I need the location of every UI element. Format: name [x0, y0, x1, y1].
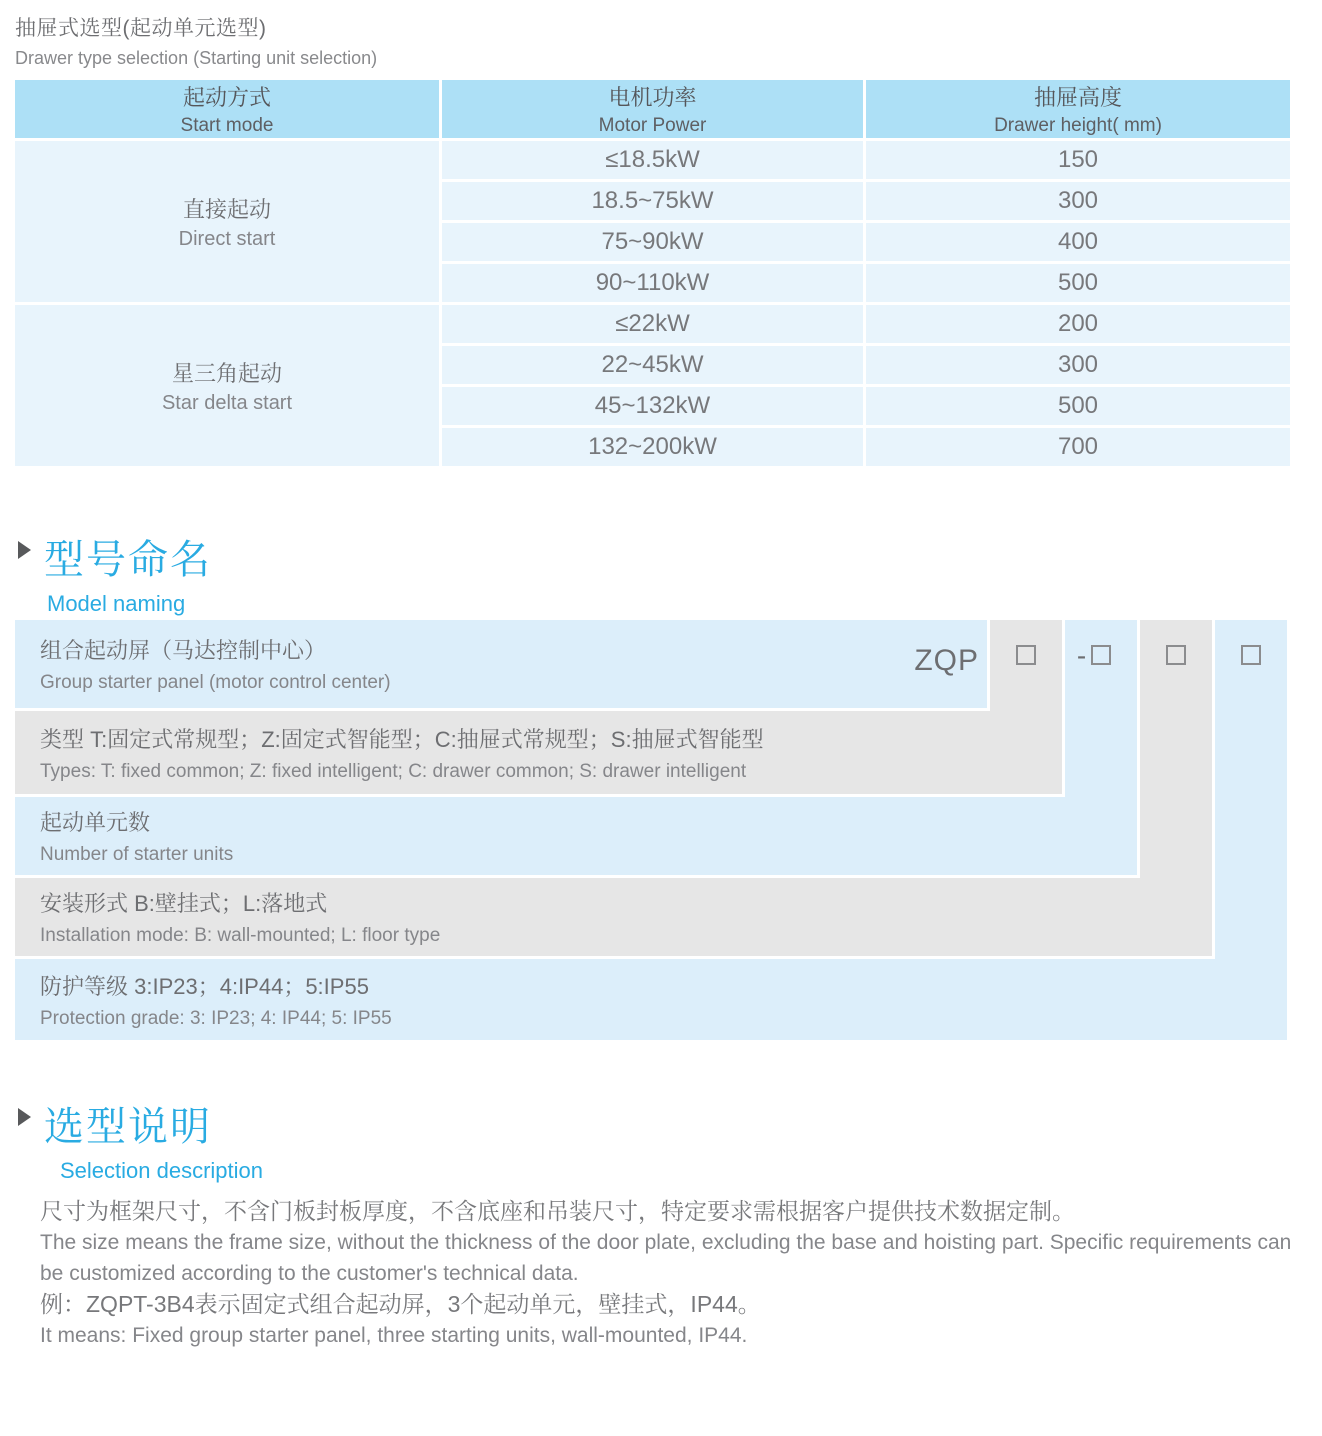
code-box-icon: [1241, 645, 1261, 665]
table-cell-height: 500: [866, 264, 1290, 302]
table-cell-height: 200: [866, 305, 1290, 343]
header-drawer-height-zh: 抽屉高度: [1033, 85, 1122, 110]
drawer-selection-title-zh: 抽屉式选型(起动单元选型): [15, 17, 267, 40]
table-cell-power: 45~132kW: [442, 387, 863, 425]
direct-start-en: Direct start: [178, 227, 276, 250]
table-cell-height: 300: [866, 182, 1290, 220]
table-cell-power: 90~110kW: [442, 264, 863, 302]
table-cell-height: 300: [866, 346, 1290, 384]
naming-row1-zh: 组合起动屏（马达控制中心）: [40, 638, 327, 663]
code-column-type: [990, 620, 1062, 711]
code-column-installation: [1140, 620, 1212, 878]
selection-description-heading-zh: 选型说明: [44, 1105, 212, 1149]
code-column-units: [1065, 620, 1137, 797]
table-cell-height: 400: [866, 223, 1290, 261]
description-line-en: The size means the frame size, without the thickness of the door plate, excluding the base and hoisting part. Specific requirements can be customized according to the customer's technical data.: [40, 1231, 1292, 1285]
star-delta-zh: 星三角起动: [171, 360, 282, 386]
naming-row-types: [15, 711, 1062, 794]
table-header-motor-power: [442, 80, 863, 138]
description-line-zh: 尺寸为框架尺寸，不含门板封板厚度，不含底座和吊装尺寸，特定要求需根据客户提供技术数据定制。: [40, 1198, 1075, 1224]
code-box-icon: [1016, 645, 1036, 665]
model-naming-heading-zh: 型号命名: [44, 538, 212, 582]
table-cell-height: 700: [866, 428, 1290, 466]
naming-row4-en: Installation mode: B: wall-mounted; L: floor type: [40, 925, 441, 946]
section-marker-icon: [18, 1108, 31, 1126]
header-start-mode-zh: 起动方式: [182, 85, 271, 110]
drawer-selection-title: [15, 12, 377, 69]
naming-row4-zh: 安装形式 B:壁挂式；L:落地式: [40, 891, 328, 916]
naming-row-protection-grade: [15, 959, 1287, 1040]
drawer-selection-table: [15, 80, 1290, 466]
selection-description-heading: [18, 1095, 263, 1184]
table-cell-power: 18.5~75kW: [442, 182, 863, 220]
naming-row5-zh: 防护等级 3:IP23；4:IP44；5:IP55: [40, 973, 369, 999]
table-header-drawer-height: [866, 80, 1290, 138]
star-delta-en: Star delta start: [161, 391, 293, 414]
description-example-zh: 例：ZQPT-3B4表示固定式组合起动屏，3个起动单元，壁挂式，IP44。: [40, 1291, 761, 1317]
model-code-prefix: ZQP: [914, 644, 979, 677]
model-naming-heading: [18, 528, 212, 617]
selection-description-body: [40, 1196, 1302, 1351]
code-separator-dash: -: [1076, 640, 1087, 671]
group-cell-direct-start: [15, 141, 439, 302]
group-cell-star-delta-start: [15, 305, 439, 466]
naming-row2-en: Types: T: fixed common; Z: fixed intelligent; C: drawer common; S: drawer intelligent: [40, 760, 747, 782]
naming-row2-zh: 类型 T:固定式常规型；Z:固定式智能型；C:抽屉式常规型；S:抽屉式智能型: [40, 726, 764, 752]
header-start-mode-en: Start mode: [180, 115, 274, 136]
description-example-en: It means: Fixed group starter panel, three starting units, wall-mounted, IP44.: [40, 1324, 748, 1347]
table-header-start-mode: [15, 80, 439, 138]
naming-row5-en: Protection grade: 3: IP23; 4: IP44; 5: IP55: [40, 1007, 392, 1029]
table-cell-height: 150: [866, 141, 1290, 179]
model-naming-heading-en: Model naming: [47, 591, 186, 616]
table-cell-power: 132~200kW: [442, 428, 863, 466]
header-motor-power-en: Motor Power: [598, 115, 707, 136]
table-cell-power: ≤18.5kW: [442, 141, 863, 179]
naming-row3-en: Number of starter units: [40, 844, 234, 865]
table-cell-power: 75~90kW: [442, 223, 863, 261]
selection-description-heading-en: Selection description: [60, 1158, 264, 1183]
table-cell-power: 22~45kW: [442, 346, 863, 384]
direct-start-zh: 直接起动: [182, 196, 271, 222]
header-motor-power-zh: 电机功率: [608, 85, 697, 110]
drawer-selection-title-en: Drawer type selection (Starting unit selection): [15, 48, 378, 68]
naming-row-installation-mode: [15, 878, 1212, 956]
code-column-protection: [1215, 620, 1287, 959]
naming-row3-zh: 起动单元数: [40, 810, 151, 835]
naming-row-starter-units: [15, 797, 1137, 875]
header-drawer-height-en: Drawer height( mm): [994, 115, 1162, 136]
naming-row1-en: Group starter panel (motor control center): [40, 672, 391, 693]
code-box-icon: [1091, 645, 1111, 665]
section-marker-icon: [18, 541, 31, 559]
code-box-icon: [1166, 645, 1186, 665]
model-naming-diagram: [15, 620, 1287, 1040]
naming-row-group-starter-panel: [15, 620, 987, 708]
table-cell-power: ≤22kW: [442, 305, 863, 343]
table-cell-height: 500: [866, 387, 1290, 425]
